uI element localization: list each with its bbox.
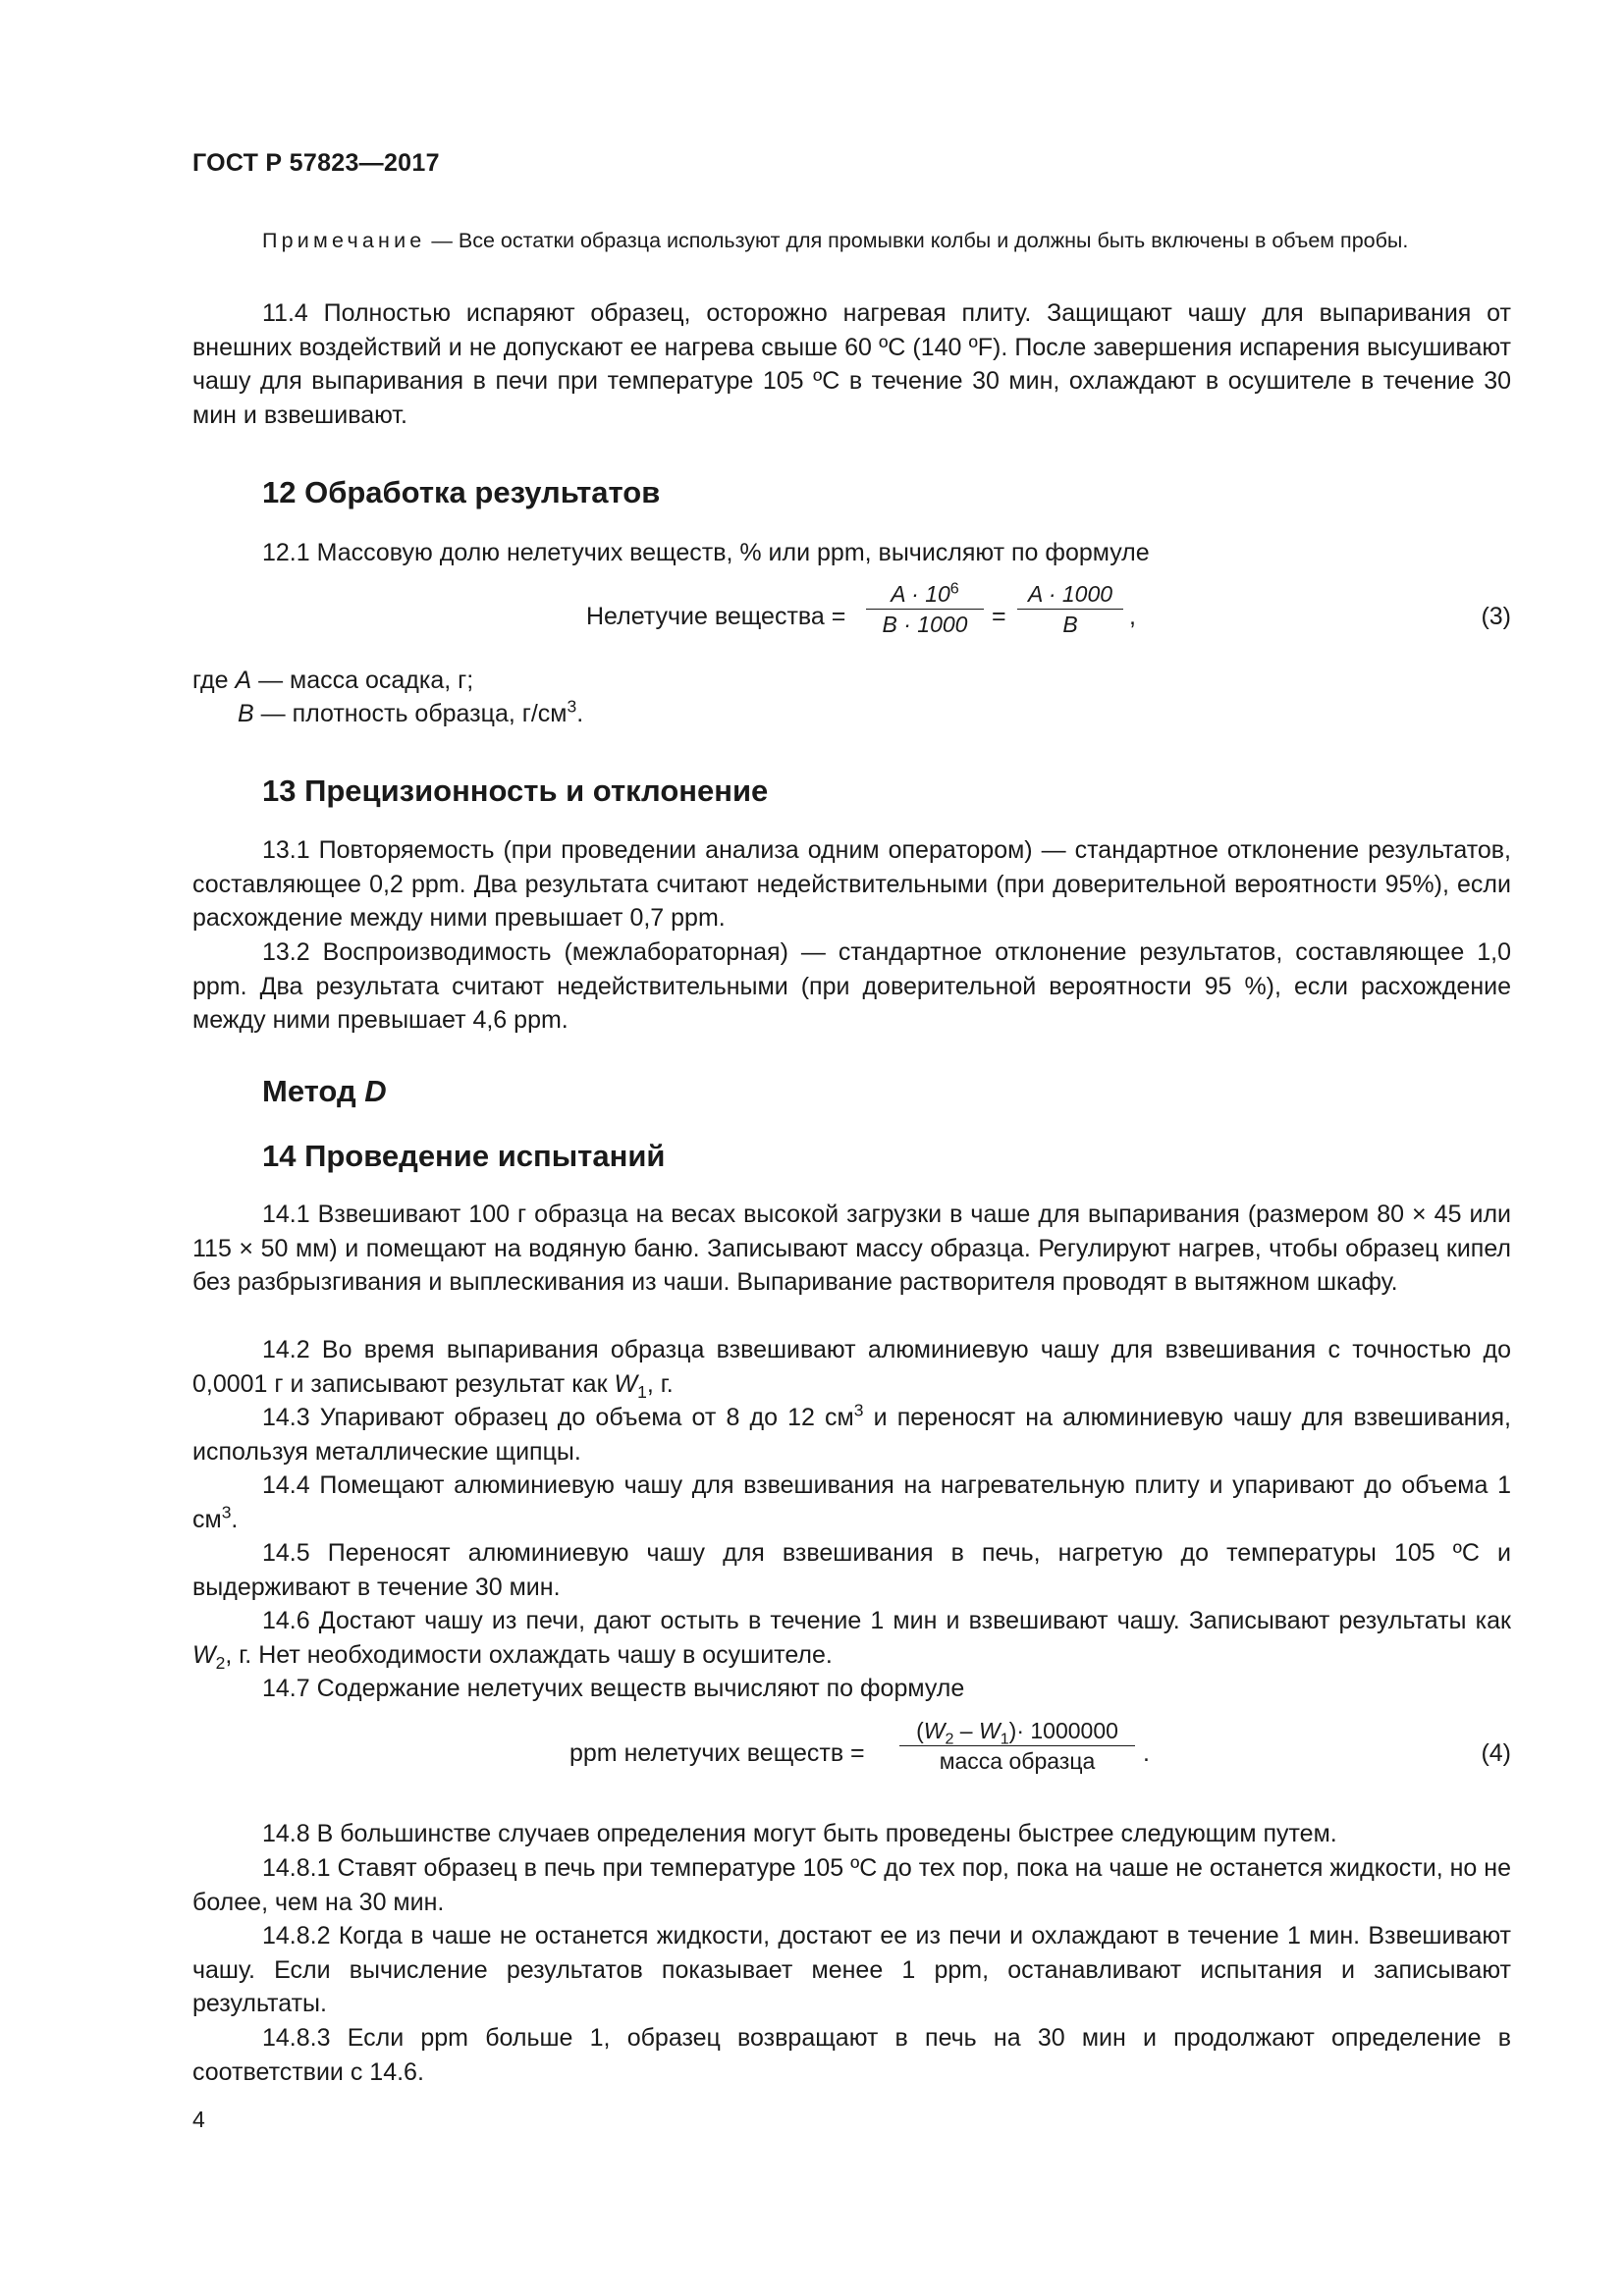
paragraph-14-1-text: 14.1 Взвешивают 100 г образца на весах высокой загрузки в чаше для выпаривания (размером 80 × 45 или 115 × 50 мм) и помещают на водяную баню. Записывают массу образца. Регулируют нагрев, чтобы образец кипел без разбрызгивания и выплескивания из чаши. Выпаривание растворителя проводят в вытяжном шкафу. xyxy=(192,1201,1511,1297)
formula-4-denominator: масса образца xyxy=(939,1748,1096,1774)
section-13-title: 13 Прецизионность и отклонение xyxy=(262,774,769,808)
paragraph-14-6-text: 14.6 Достают чашу из печи, дают остыть в течение 1 мин и взвешивают чашу. Записывают результаты как $W_2$, г. Нет необходимости охлаждать чашу в осушителе. xyxy=(192,1607,1511,1673)
paragraph-13-1-text: 13.1 Повторяемость (при проведении анализа одним оператором) — стандартное отклонение результатов, составляющее 0,2 ppm. Два результата считают недействительными (при доверительной вероятности 95%), если расхождение между ними превышает 0,7 ppm. xyxy=(192,836,1511,933)
method-heading: Метод D xyxy=(262,1074,387,1108)
paragraph-13-2 xyxy=(192,935,1511,1038)
formula-3-fraction-2 xyxy=(1017,579,1123,639)
formula-3-fraction-2-denominator: B xyxy=(1062,612,1078,637)
paragraph-14-8-1-text: 14.8.1 Ставят образец в печь при температуре 105 ºС до тех пор, пока на чаше не останется жидкости, но не более, чем на 30 мин. xyxy=(192,1854,1511,1916)
formula-3-fraction-1 xyxy=(866,579,984,639)
formula-3-lhs: Нелетучие вещества = xyxy=(586,603,846,630)
paragraph-14-7-text: 14.7 Содержание нелетучих веществ вычисляют по формуле xyxy=(262,1675,965,1702)
paragraph-12-1 xyxy=(192,536,1511,570)
formula-4-numerator: $(W_2 - W_1)\cdot 1000000$ xyxy=(916,1718,1118,1748)
formula-4-number: (4) xyxy=(1481,1739,1511,1767)
paragraph-14-8-3 xyxy=(192,2021,1511,2089)
paragraph-14-8-text: 14.8 В большинстве случаев определения могут быть проведены быстрее следующим путем. xyxy=(262,1820,1337,1847)
paragraph-14-8-2-text: 14.8.2 Когда в чаше не останется жидкости, достают ее из печи и охлаждают в течение 1 мин. Взвешивают чашу. Если вычисление результатов показывает менее 1 ppm, останавливают испытания и записывают результаты. xyxy=(192,1922,1511,2018)
legend-row-a: где A — масса осадка, г; xyxy=(192,667,474,694)
formula-4-fraction xyxy=(899,1716,1135,1776)
document-code-header: ГОСТ Р 57823—2017 xyxy=(192,149,440,177)
legend-row-b: B — плотность образца, $г/см^3$. xyxy=(238,696,584,727)
note-paragraph xyxy=(192,226,1511,255)
note-label: Примечание xyxy=(262,229,426,252)
paragraph-14-3 xyxy=(192,1401,1511,1468)
paragraph-14-5-text: 14.5 Переносят алюминиевую чашу для взвешивания в печь, нагретую до температуры 105 ºС и выдерживают в течение 30 мин. xyxy=(192,1539,1511,1601)
paragraph-14-6 xyxy=(192,1604,1511,1672)
formula-3-equals: = xyxy=(992,603,1006,630)
formula-3-fraction-1-numerator: $A \cdot 10^6$ xyxy=(891,579,959,607)
section-12-title: 12 Обработка результатов xyxy=(262,475,661,509)
paragraph-14-2-text: 14.2 Во время выпаривания образца взвешивают алюминиевую чашу для взвешивания с точностью до 0,0001 г и записывают результат как $W_1$, г. xyxy=(192,1336,1511,1402)
paragraph-14-5 xyxy=(192,1536,1511,1604)
paragraph-14-8 xyxy=(192,1817,1511,1851)
formula-3-fraction-2-numerator: A · 1000 xyxy=(1027,581,1113,607)
note-block xyxy=(192,226,1511,255)
paragraph-14-2 xyxy=(192,1333,1511,1401)
paragraph-14-4 xyxy=(192,1468,1511,1536)
paragraph-11-4 xyxy=(192,296,1511,432)
paragraph-13-2-text: 13.2 Воспроизводимость (межлабораторная) — стандартное отклонение результатов, составляющее 1,0 ppm. Два результата считают недействительными (при доверительной вероятности 95 %), если расхождение между ними превышает 4,6 ppm. xyxy=(192,938,1511,1035)
paragraph-14-8-3-text: 14.8.3 Если ppm больше 1, образец возвращают в печь на 30 мин и продолжают определение в соответствии с 14.6. xyxy=(192,2024,1511,2086)
note-text: — Все остатки образца используют для промывки колбы и должны быть включены в объем пробы. xyxy=(425,229,1409,252)
paragraph-14-4-text: 14.4 Помещают алюминиевую чашу для взвешивания на нагревательную плиту и упаривают до объема 1 $см^3$. xyxy=(192,1471,1511,1533)
paragraph-14-1 xyxy=(192,1198,1511,1300)
formula-3-fraction-1-denominator: B · 1000 xyxy=(882,612,968,637)
paragraph-13-1 xyxy=(192,833,1511,935)
paragraph-12-1-text: 12.1 Массовую долю нелетучих веществ, % или ppm, вычисляют по формуле xyxy=(262,539,1150,566)
formula-4-period: . xyxy=(1143,1739,1150,1767)
formula-3-number: (3) xyxy=(1481,603,1511,630)
paragraph-14-8-2 xyxy=(192,1919,1511,2021)
page-number: 4 xyxy=(192,2107,205,2132)
paragraph-14-3-text: 14.3 Упаривают образец до объема от 8 до 12 $см^3$ и переносят на алюминиевую чашу для взвешивания, используя металлические щипцы. xyxy=(192,1400,1511,1466)
paragraph-11-4-text: 11.4 Полностью испаряют образец, осторожно нагревая плиту. Защищают чашу для выпаривания от внешних воздействий и не допускают ее нагрева свыше 60 ºС (140 ºF). После завершения испарения высушивают чашу для выпаривания в печи при температуре 105 ºС в течение 30 мин, охлаждают в осушителе в течение 30 мин и взвешивают. xyxy=(192,299,1511,429)
section-14-title: 14 Проведение испытаний xyxy=(262,1139,666,1173)
formula-3-legend xyxy=(192,664,583,730)
formula-3-comma: , xyxy=(1129,603,1136,630)
paragraph-14-8-1 xyxy=(192,1851,1511,1919)
paragraph-14-7 xyxy=(192,1672,1511,1706)
formula-4-lhs: ppm нелетучих веществ = xyxy=(569,1739,865,1767)
